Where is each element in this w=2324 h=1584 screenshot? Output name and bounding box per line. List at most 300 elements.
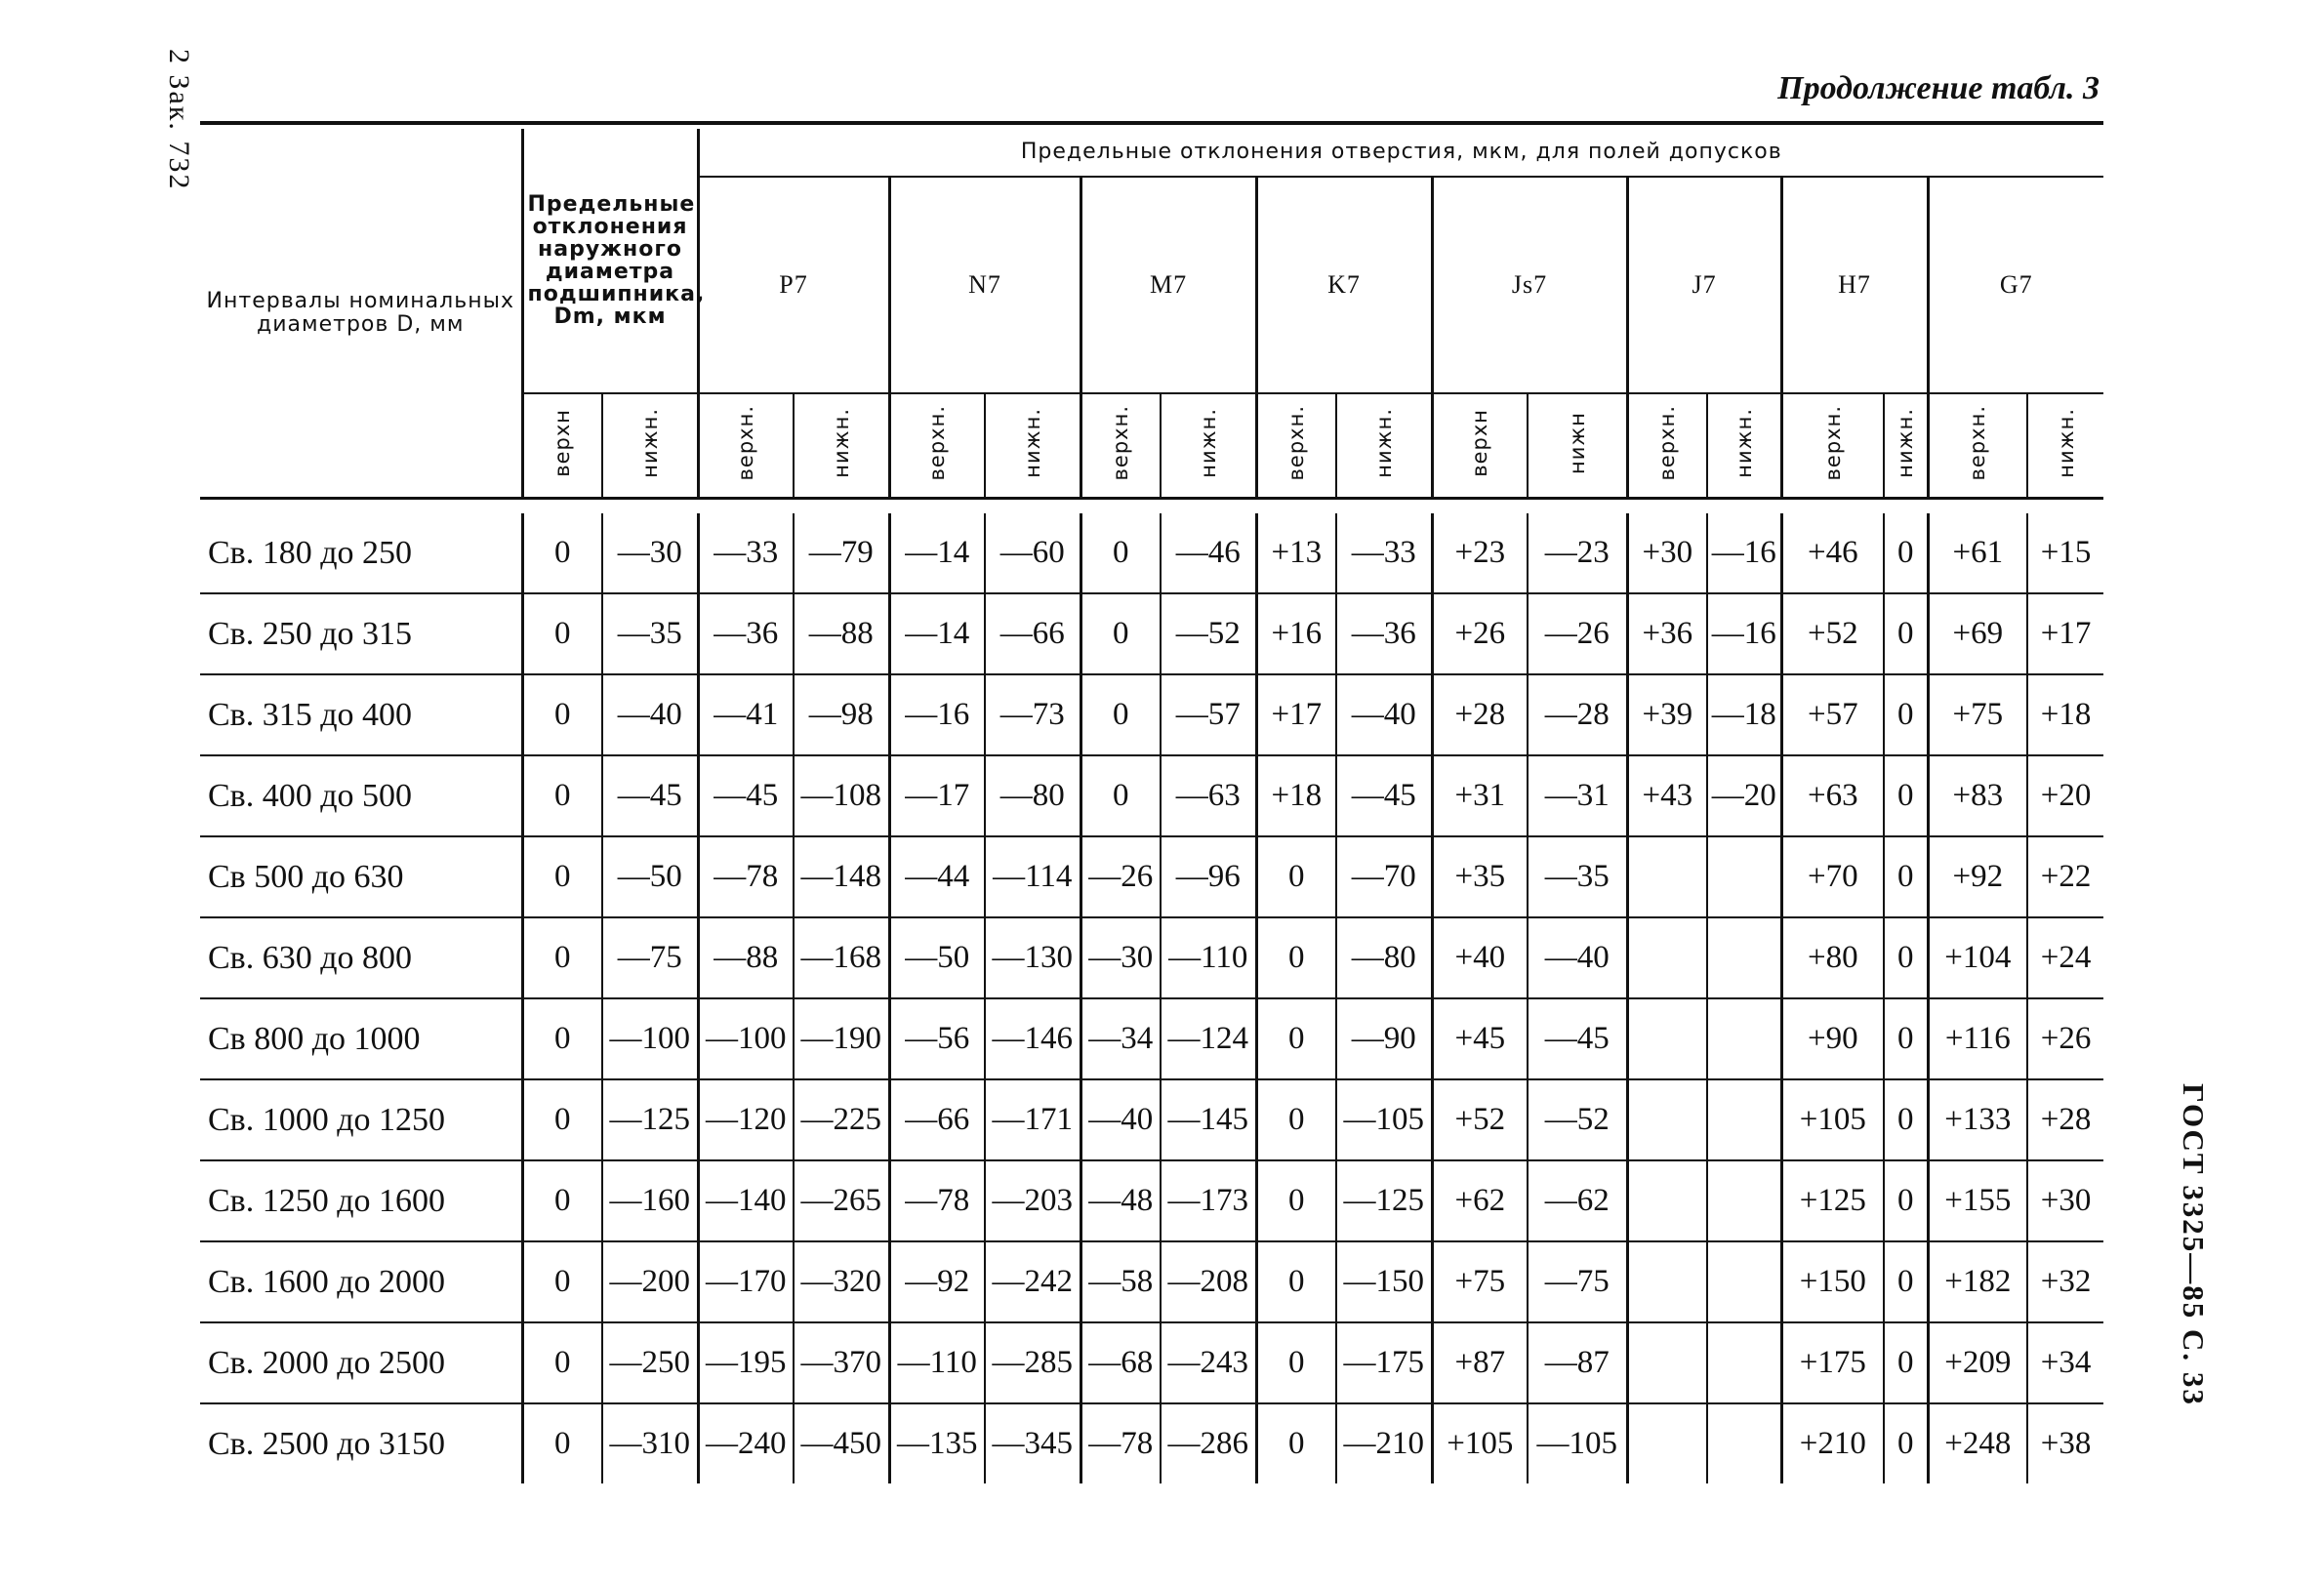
- subheader-cell: [985, 393, 1080, 499]
- subheader-cell: [2027, 393, 2103, 499]
- value-cell: +26: [2027, 998, 2103, 1079]
- table-row: [200, 1079, 2103, 1160]
- table-row: [200, 1403, 2103, 1483]
- value-cell: —114: [985, 836, 1080, 917]
- value-cell: +20: [2027, 755, 2103, 836]
- value-cell: —148: [794, 836, 889, 917]
- value-cell: —40: [1080, 1079, 1161, 1160]
- value-cell: —26: [1080, 836, 1161, 917]
- value-cell: [1707, 1403, 1781, 1483]
- value-cell: —171: [985, 1079, 1080, 1160]
- value-cell: 0: [522, 917, 602, 998]
- value-cell: —100: [698, 998, 794, 1079]
- value-cell: +150: [1781, 1241, 1884, 1322]
- value-cell: —110: [1161, 917, 1256, 998]
- standard-page-number: ГОСТ 3325—85 С. 33: [2177, 1083, 2211, 1406]
- subheader-label: нижн.: [1732, 408, 1756, 478]
- value-cell: +104: [1928, 917, 2027, 998]
- value-cell: —16: [889, 674, 985, 755]
- value-cell: 0: [1080, 513, 1161, 593]
- value-cell: —73: [985, 674, 1080, 755]
- value-cell: —208: [1161, 1241, 1256, 1322]
- value-cell: +133: [1928, 1079, 2027, 1160]
- value-cell: —40: [1336, 674, 1432, 755]
- subheader-cell: [698, 393, 794, 499]
- value-cell: 0: [522, 1322, 602, 1403]
- value-cell: —26: [1528, 593, 1627, 674]
- header-hole-limits-cell: [698, 129, 2103, 177]
- value-cell: —40: [1528, 917, 1627, 998]
- value-cell: 0: [522, 998, 602, 1079]
- field-label: J7: [1692, 270, 1717, 300]
- value-cell: 0: [1884, 674, 1928, 755]
- value-cell: +15: [2027, 513, 2103, 593]
- field-header-p7: [698, 177, 889, 393]
- value-cell: —120: [698, 1079, 794, 1160]
- value-cell: 0: [522, 1403, 602, 1483]
- value-cell: —52: [1161, 593, 1256, 674]
- subheader-label: нижн.: [1020, 408, 1044, 478]
- value-cell: 0: [522, 513, 602, 593]
- subheader-label: верхн.: [734, 405, 758, 481]
- value-cell: —225: [794, 1079, 889, 1160]
- value-cell: 0: [1256, 1241, 1336, 1322]
- value-cell: —48: [1080, 1160, 1161, 1241]
- value-cell: [1627, 1241, 1707, 1322]
- interval-label: Св. 400 до 500: [200, 755, 522, 836]
- value-cell: +31: [1432, 755, 1528, 836]
- subheader-label: нижн.: [829, 408, 853, 478]
- value-cell: +46: [1781, 513, 1884, 593]
- value-cell: —108: [794, 755, 889, 836]
- value-cell: —66: [985, 593, 1080, 674]
- value-cell: 0: [1256, 1160, 1336, 1241]
- value-cell: —160: [602, 1160, 698, 1241]
- value-cell: —105: [1528, 1403, 1627, 1483]
- value-cell: +17: [1256, 674, 1336, 755]
- value-cell: —125: [1336, 1160, 1432, 1241]
- value-cell: —70: [1336, 836, 1432, 917]
- subheader-label: нижн.: [1196, 408, 1220, 478]
- value-cell: [1707, 1160, 1781, 1241]
- value-cell: [1707, 1322, 1781, 1403]
- field-header-m7: [1080, 177, 1256, 393]
- field-label: G7: [1999, 270, 2033, 300]
- value-cell: —45: [1528, 998, 1627, 1079]
- value-cell: 0: [1080, 674, 1161, 755]
- interval-label: Св. 250 до 315: [200, 593, 522, 674]
- subheader-label: верхн: [550, 409, 575, 477]
- value-cell: [1627, 1403, 1707, 1483]
- value-cell: —33: [698, 513, 794, 593]
- value-cell: —190: [794, 998, 889, 1079]
- value-cell: —100: [602, 998, 698, 1079]
- value-cell: —40: [602, 674, 698, 755]
- value-cell: 0: [1256, 1079, 1336, 1160]
- value-cell: +125: [1781, 1160, 1884, 1241]
- value-cell: —31: [1528, 755, 1627, 836]
- value-cell: 0: [1256, 998, 1336, 1079]
- value-cell: 0: [522, 755, 602, 836]
- value-cell: +69: [1928, 593, 2027, 674]
- value-cell: +63: [1781, 755, 1884, 836]
- header-outer-limits-cell: [522, 129, 706, 393]
- subheader-label: нижн.: [1371, 408, 1396, 478]
- value-cell: —88: [698, 917, 794, 998]
- value-cell: —310: [602, 1403, 698, 1483]
- value-cell: —30: [602, 513, 698, 593]
- table-row: [200, 755, 2103, 836]
- table-row: [200, 836, 2103, 917]
- value-cell: [1627, 836, 1707, 917]
- value-cell: 0: [1256, 1403, 1336, 1483]
- value-cell: —203: [985, 1160, 1080, 1241]
- subheader-cell: [1528, 393, 1627, 499]
- value-cell: —200: [602, 1241, 698, 1322]
- value-cell: —78: [1080, 1403, 1161, 1483]
- value-cell: +155: [1928, 1160, 2027, 1241]
- table-row: [200, 593, 2103, 674]
- value-cell: +52: [1781, 593, 1884, 674]
- value-cell: —78: [698, 836, 794, 917]
- interval-label: Св. 2000 до 2500: [200, 1322, 522, 1403]
- value-cell: 0: [1080, 755, 1161, 836]
- value-cell: +26: [1432, 593, 1528, 674]
- tolerance-table: [200, 129, 2103, 1483]
- value-cell: +90: [1781, 998, 1884, 1079]
- interval-label: Св 500 до 630: [200, 836, 522, 917]
- value-cell: +17: [2027, 593, 2103, 674]
- value-cell: —450: [794, 1403, 889, 1483]
- table-row: [200, 998, 2103, 1079]
- value-cell: +209: [1928, 1322, 2027, 1403]
- value-cell: +87: [1432, 1322, 1528, 1403]
- interval-label: Св. 1000 до 1250: [200, 1079, 522, 1160]
- value-cell: —96: [1161, 836, 1256, 917]
- value-cell: +175: [1781, 1322, 1884, 1403]
- value-cell: —20: [1707, 755, 1781, 836]
- value-cell: —57: [1161, 674, 1256, 755]
- interval-label: Св. 1600 до 2000: [200, 1241, 522, 1322]
- subheader-label: нижн: [1565, 411, 1589, 474]
- value-cell: +45: [1432, 998, 1528, 1079]
- value-cell: —33: [1336, 513, 1432, 593]
- value-cell: +62: [1432, 1160, 1528, 1241]
- subheader-cell: [522, 393, 602, 499]
- value-cell: +35: [1432, 836, 1528, 917]
- header-intervals: Интервалы номинальных диаметров D, мм: [206, 289, 514, 337]
- value-cell: 0: [1884, 1079, 1928, 1160]
- value-cell: —286: [1161, 1403, 1256, 1483]
- value-cell: +105: [1432, 1403, 1528, 1483]
- value-cell: +32: [2027, 1241, 2103, 1322]
- subheader-cell: [602, 393, 698, 499]
- value-cell: —14: [889, 593, 985, 674]
- value-cell: +57: [1781, 674, 1884, 755]
- value-cell: —35: [1528, 836, 1627, 917]
- value-cell: 0: [1884, 513, 1928, 593]
- subheader-cell: [1781, 393, 1884, 499]
- subheader-cell: [1080, 393, 1161, 499]
- table-row: [200, 1160, 2103, 1241]
- subheader-cell: [1707, 393, 1781, 499]
- field-header-g7: [1928, 177, 2103, 393]
- value-cell: [1627, 998, 1707, 1079]
- subheader-cell: [1627, 393, 1707, 499]
- value-cell: —45: [1336, 755, 1432, 836]
- value-cell: —140: [698, 1160, 794, 1241]
- subheader-cell: [1884, 393, 1928, 499]
- value-cell: —28: [1528, 674, 1627, 755]
- value-cell: [1627, 1079, 1707, 1160]
- value-cell: —370: [794, 1322, 889, 1403]
- value-cell: —92: [889, 1241, 985, 1322]
- value-cell: +38: [2027, 1403, 2103, 1483]
- value-cell: 0: [522, 674, 602, 755]
- value-cell: —18: [1707, 674, 1781, 755]
- value-cell: [1627, 1160, 1707, 1241]
- top-rule: [200, 121, 2103, 125]
- value-cell: +70: [1781, 836, 1884, 917]
- value-cell: —265: [794, 1160, 889, 1241]
- subheader-cell: [1928, 393, 2027, 499]
- value-cell: [1707, 1079, 1781, 1160]
- value-cell: +40: [1432, 917, 1528, 998]
- field-header-k7: [1256, 177, 1432, 393]
- subheader-label: верхн.: [1655, 405, 1680, 481]
- subheader-label: верхн.: [1966, 405, 1990, 481]
- value-cell: —146: [985, 998, 1080, 1079]
- value-cell: +182: [1928, 1241, 2027, 1322]
- interval-label: Св. 1250 до 1600: [200, 1160, 522, 1241]
- subheader-label: верхн.: [1820, 405, 1845, 481]
- value-cell: +43: [1627, 755, 1707, 836]
- value-cell: —62: [1528, 1160, 1627, 1241]
- value-cell: —150: [1336, 1241, 1432, 1322]
- value-cell: —88: [794, 593, 889, 674]
- value-cell: —124: [1161, 998, 1256, 1079]
- value-cell: —30: [1080, 917, 1161, 998]
- table-row: [200, 1322, 2103, 1403]
- value-cell: +83: [1928, 755, 2027, 836]
- value-cell: —135: [889, 1403, 985, 1483]
- value-cell: +80: [1781, 917, 1884, 998]
- value-cell: [1707, 998, 1781, 1079]
- value-cell: +28: [2027, 1079, 2103, 1160]
- value-cell: +18: [2027, 674, 2103, 755]
- value-cell: —23: [1528, 513, 1627, 593]
- value-cell: 0: [1884, 755, 1928, 836]
- field-header-h7: [1781, 177, 1928, 393]
- value-cell: —250: [602, 1322, 698, 1403]
- value-cell: —320: [794, 1241, 889, 1322]
- subheader-label: верхн: [1468, 409, 1492, 477]
- value-cell: [1707, 917, 1781, 998]
- value-cell: 0: [1256, 917, 1336, 998]
- value-cell: +23: [1432, 513, 1528, 593]
- value-cell: +248: [1928, 1403, 2027, 1483]
- value-cell: —173: [1161, 1160, 1256, 1241]
- field-header-j7: [1627, 177, 1781, 393]
- subheader-cell: [1336, 393, 1432, 499]
- value-cell: —145: [1161, 1079, 1256, 1160]
- value-cell: +22: [2027, 836, 2103, 917]
- value-cell: 0: [1884, 1160, 1928, 1241]
- value-cell: —16: [1707, 593, 1781, 674]
- value-cell: —105: [1336, 1079, 1432, 1160]
- value-cell: —80: [1336, 917, 1432, 998]
- value-cell: —35: [602, 593, 698, 674]
- value-cell: [1627, 1322, 1707, 1403]
- value-cell: 0: [1256, 1322, 1336, 1403]
- value-cell: +24: [2027, 917, 2103, 998]
- value-cell: +116: [1928, 998, 2027, 1079]
- value-cell: +30: [2027, 1160, 2103, 1241]
- value-cell: +30: [1627, 513, 1707, 593]
- value-cell: —36: [698, 593, 794, 674]
- subheader-cell: [889, 393, 985, 499]
- value-cell: —90: [1336, 998, 1432, 1079]
- value-cell: —60: [985, 513, 1080, 593]
- field-label: H7: [1838, 270, 1871, 300]
- value-cell: 0: [1256, 836, 1336, 917]
- value-cell: —125: [602, 1079, 698, 1160]
- value-cell: —87: [1528, 1322, 1627, 1403]
- value-cell: —50: [602, 836, 698, 917]
- value-cell: +75: [1928, 674, 2027, 755]
- subheader-cell: [1256, 393, 1336, 499]
- value-cell: +39: [1627, 674, 1707, 755]
- value-cell: 0: [1080, 593, 1161, 674]
- value-cell: —240: [698, 1403, 794, 1483]
- value-cell: 0: [1884, 1322, 1928, 1403]
- value-cell: +52: [1432, 1079, 1528, 1160]
- value-cell: —46: [1161, 513, 1256, 593]
- value-cell: —98: [794, 674, 889, 755]
- value-cell: —45: [698, 755, 794, 836]
- value-cell: 0: [1884, 917, 1928, 998]
- continuation-caption: Продолжение табл. 3: [1777, 70, 2100, 106]
- value-cell: —56: [889, 998, 985, 1079]
- value-cell: —44: [889, 836, 985, 917]
- value-cell: —41: [698, 674, 794, 755]
- value-cell: —45: [602, 755, 698, 836]
- value-cell: +28: [1432, 674, 1528, 755]
- value-cell: —34: [1080, 998, 1161, 1079]
- field-label: N7: [968, 270, 1001, 300]
- field-header-n7: [889, 177, 1080, 393]
- value-cell: —78: [889, 1160, 985, 1241]
- subheader-label: верхн.: [1109, 405, 1133, 481]
- value-cell: +36: [1627, 593, 1707, 674]
- value-cell: +61: [1928, 513, 2027, 593]
- subheader-cell: [1432, 393, 1528, 499]
- interval-label: Св. 315 до 400: [200, 674, 522, 755]
- field-header-js7: [1432, 177, 1627, 393]
- value-cell: 0: [522, 836, 602, 917]
- value-cell: —17: [889, 755, 985, 836]
- subheader-cell: [794, 393, 889, 499]
- value-cell: —210: [1336, 1403, 1432, 1483]
- value-cell: —52: [1528, 1079, 1627, 1160]
- interval-label: Св. 630 до 800: [200, 917, 522, 998]
- value-cell: —36: [1336, 593, 1432, 674]
- value-cell: —75: [602, 917, 698, 998]
- subheader-label: нижн.: [2054, 408, 2078, 478]
- header-intervals-cell: [200, 129, 522, 499]
- value-cell: +92: [1928, 836, 2027, 917]
- value-cell: —110: [889, 1322, 985, 1403]
- field-label: M7: [1149, 270, 1188, 300]
- value-cell: —16: [1707, 513, 1781, 593]
- value-cell: +75: [1432, 1241, 1528, 1322]
- value-cell: —195: [698, 1322, 794, 1403]
- value-cell: +13: [1256, 513, 1336, 593]
- value-cell: —75: [1528, 1241, 1627, 1322]
- value-cell: —175: [1336, 1322, 1432, 1403]
- value-cell: —130: [985, 917, 1080, 998]
- subheader-label: верхн.: [1284, 405, 1309, 481]
- order-number: 2 Зак. 732: [163, 49, 195, 191]
- value-cell: +34: [2027, 1322, 2103, 1403]
- field-label: P7: [779, 270, 808, 300]
- value-cell: +16: [1256, 593, 1336, 674]
- table-row: [200, 917, 2103, 998]
- value-cell: +105: [1781, 1079, 1884, 1160]
- value-cell: 0: [522, 593, 602, 674]
- value-cell: 0: [522, 1160, 602, 1241]
- interval-label: Св. 2500 до 3150: [208, 1425, 446, 1462]
- value-cell: 0: [1884, 1241, 1928, 1322]
- subheader-label: нижн.: [637, 408, 662, 478]
- table-row: [200, 674, 2103, 755]
- value-cell: —14: [889, 513, 985, 593]
- value-cell: 0: [522, 1079, 602, 1160]
- value-cell: 0: [1884, 1403, 1928, 1483]
- value-cell: [1707, 1241, 1781, 1322]
- value-cell: 0: [1884, 593, 1928, 674]
- value-cell: —168: [794, 917, 889, 998]
- subheader-cell: [1161, 393, 1256, 499]
- value-cell: —242: [985, 1241, 1080, 1322]
- value-cell: 0: [1884, 998, 1928, 1079]
- field-label: K7: [1327, 270, 1361, 300]
- value-cell: —68: [1080, 1322, 1161, 1403]
- value-cell: —79: [794, 513, 889, 593]
- value-cell: —58: [1080, 1241, 1161, 1322]
- value-cell: —66: [889, 1079, 985, 1160]
- value-cell: 0: [1884, 836, 1928, 917]
- subheader-label: нижн.: [1894, 408, 1918, 478]
- header-outer-limits: Предельные отклонения наружного диаметра подшипника, Dm, мкм: [527, 191, 706, 330]
- subheader-label: верхн.: [925, 405, 950, 481]
- interval-label: Св 800 до 1000: [200, 998, 522, 1079]
- value-cell: —80: [985, 755, 1080, 836]
- value-cell: +210: [1781, 1403, 1884, 1483]
- value-cell: —63: [1161, 755, 1256, 836]
- value-cell: [1627, 917, 1707, 998]
- value-cell: —50: [889, 917, 985, 998]
- value-cell: —345: [985, 1403, 1080, 1483]
- header-hole-limits: Предельные отклонения отверстия, мкм, для полей допусков: [1020, 140, 1782, 165]
- value-cell: —170: [698, 1241, 794, 1322]
- value-cell: —285: [985, 1322, 1080, 1403]
- value-cell: [1707, 836, 1781, 917]
- value-cell: +18: [1256, 755, 1336, 836]
- table-row: [200, 1241, 2103, 1322]
- value-cell: 0: [522, 1241, 602, 1322]
- table-row: [200, 513, 2103, 593]
